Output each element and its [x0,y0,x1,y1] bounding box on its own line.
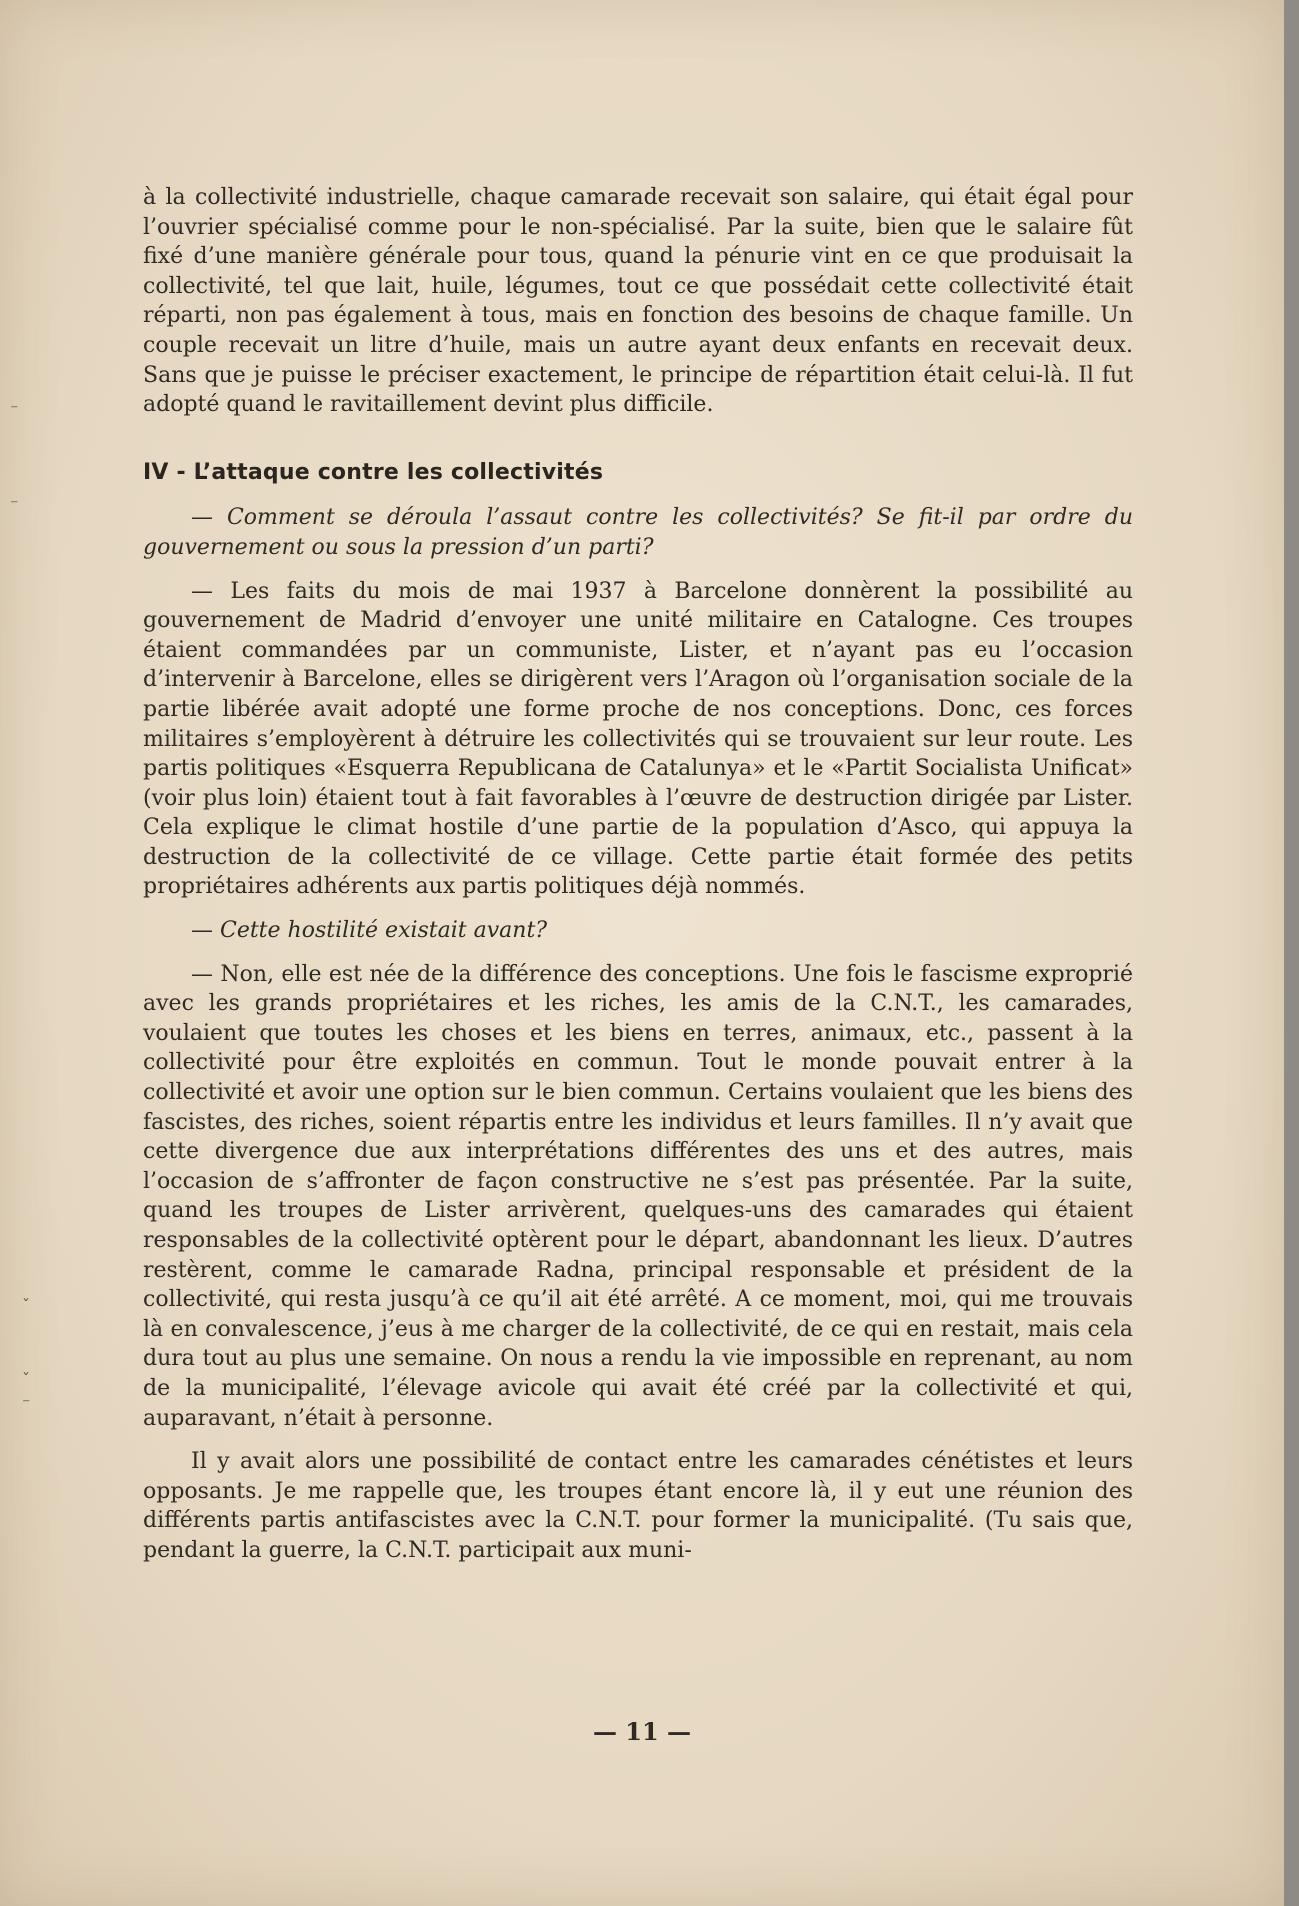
answer-1: — Les faits du mois de mai 1937 à Barcelone donnèrent la possibilité au gouvernement de Madrid d’envoyer une unité militaire en Catalogne. Ces troupes étaient commandées par un communiste, Lister, et n’ayant pas eu l’occasion d’intervenir à Barcelone, elles se dirigèrent vers l’Aragon où l’organisation sociale de la partie libérée avait adopté une forme proche de nos conceptions. Donc, ces forces militaires s’employèrent à détruire les collectivités qui se trouvaient sur leur route. Les partis politiques «Esquerra Republicana de Catalunya» et le «Partit Socialista Unificat» (voir plus loin) étaient tout à fait favorables à l’œuvre de destruction dirigée par Lister. Cela explique le climat hostile d’une partie de la population d’Asco, qui appuya la destruction de la collectivité de ce village. Cette partie était formée des petits propriétaires adhérents aux partis politiques déjà nommés. [143,578,1133,900]
body-text [143,183,1133,1566]
question-2: — Cette hostilité existait avant? [191,918,548,944]
paragraph-intro: à la collectivité industrielle, chaque camarade recevait son salaire, qui était égal pour l’ouvrier spécialisé comme pour le non-spécialisé. Par la suite, bien que le salaire fût fixé d’une manière générale pour tous, quand la pénurie vint en ce que produisait la collectivité, tel que lait, huile, légumes, tout ce que possédait cette collectivité était réparti, non pas également à tous, mais en fonction des besoins de chaque famille. Un couple recevait un litre d’huile, mais un autre ayant deux enfants en recevait deux. Sans que je puisse le préciser exactement, le principe de répartition était celui-là. Il fut adopté quand le ravitaillement devint plus difficile. [143,185,1133,418]
answer-2: — Non, elle est née de la différence des conceptions. Une fois le fascisme exproprié avec les grands propriétaires et les riches, les amis de la C.N.T., les camarades, voulaient que toutes les choses et les biens en terres, animaux, etc., passent à la collectivité pour être exploités en commun. Tout le monde pouvait entrer à la collectivité et avoir une option sur le bien commun. Certains voulaient que les biens des fascistes, des riches, soient répartis entre les individus et leurs familles. Il n’y avait que cette divergence due aux interprétations différentes des uns et des autres, mais l’occasion de s’affronter de façon constructive ne s’est pas présentée. Par la suite, quand les troupes de Lister arrivèrent, quelques-uns des camarades qui étaient responsables de la collectivité optèrent pour le départ, abandonnant les lieux. D’autres restèrent, comme le camarade Radna, principal responsable et président de la collectivité, qui resta jusqu’à ce qu’il ait été arrêté. A ce moment, moi, qui me trouvais là en convalescence, j’eus à me charger de la collectivité, de ce qui en restait, mais cela dura tout au plus une semaine. On nous a rendu la vie impossible en reprenant, au nom de la municipalité, l’élevage avicole qui avait été créé par la collectivité et qui, auparavant, n’était à personne. [143,961,1133,1431]
margin-mark: ⁻ [10,495,19,514]
margin-mark: ⁻ [10,400,19,419]
margin-mark: ⁻ [22,1394,31,1413]
question-1: — Comment se déroula l’assaut contre les collectivités? Se fit-il par ordre du gouvernement ou sous la pression d’un parti? [143,505,1133,560]
margin-mark: ˇ [22,1370,30,1389]
paragraph-final: Il y avait alors une possibilité de contact entre les camarades cénétistes et leurs opposants. Je me rappelle que, les troupes étant encore là, il y eut une réunion des différents partis antifascistes avec la C.N.T. pour former la municipalité. (Tu sais que, pendant la guerre, la C.N.T. participait aux muni- [143,1449,1133,1563]
page-number: — 11 — [592,1717,692,1746]
section-heading: IV - L’attaque contre les collectivités [143,459,604,485]
page-edge [1284,0,1299,1906]
margin-mark: ˇ [22,1296,30,1315]
